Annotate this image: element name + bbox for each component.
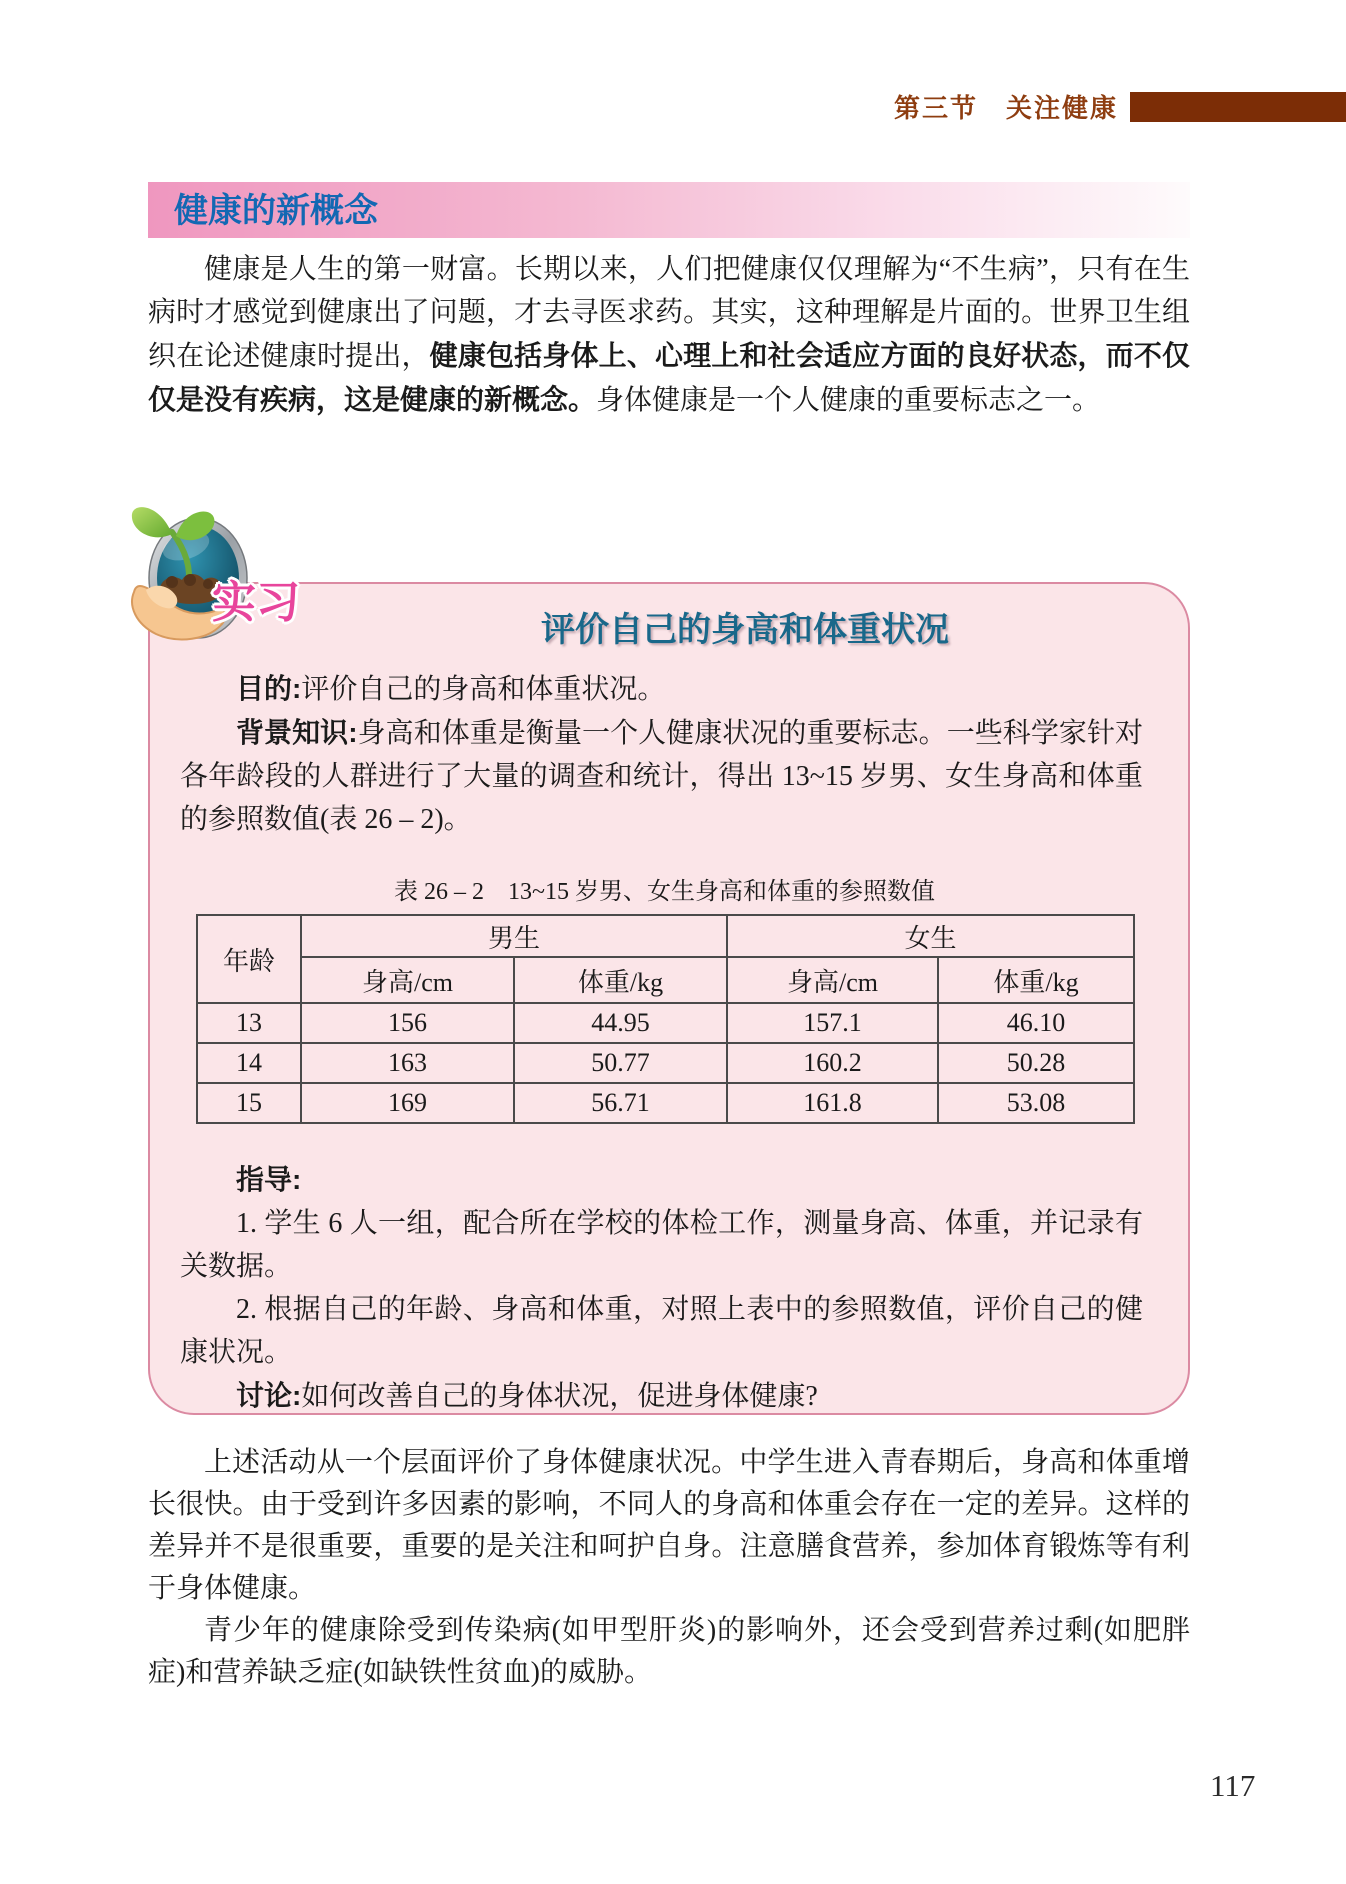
cell-age: 15 [197,1083,301,1123]
table-group-header-row [197,915,1134,957]
activity-title: 评价自己的身高和体重状况 [541,612,949,649]
header-male-weight: 体重/kg [514,957,727,1003]
cell-female-height: 160.2 [727,1043,938,1083]
purpose-line [180,667,1143,711]
discussion-line [180,1374,1143,1418]
table-row [197,1043,1134,1083]
discussion-text: 如何改善自己的身体状况，促进身体健康? [301,1381,818,1412]
cell-male-height: 169 [301,1083,514,1123]
intro-text-regular: 身体健康是一个人健康的重要标志之一。 [596,385,1101,416]
cell-age: 13 [197,1003,301,1043]
background-paragraph [180,711,1143,841]
purpose-label: 目的: [236,673,302,704]
intro-paragraph [148,248,1190,422]
discussion-label: 讨论: [236,1380,302,1411]
guide-heading [180,1158,1143,1202]
table-row [197,1003,1134,1043]
header-age: 年龄 [197,915,301,1003]
closing-paragraphs [148,1442,1190,1694]
practice-badge-label: 实习 [212,578,300,627]
activity-box [148,582,1190,1415]
table-caption: 表 26 – 2 13~15 岁男、女生身高和体重的参照数值 [394,879,935,905]
header-bar-decoration [1130,92,1346,122]
header-female: 女生 [727,915,1134,957]
header-female-weight: 体重/kg [938,957,1134,1003]
intro-text-regular: 健康是人生的第一财富。长期以来，人们把健康仅仅理解为“不生病”，只有在生病时才感觉到健康出了问题，才去寻医求药。其实，这种理解是片面的。世界卫生组织在论述健康时提出， [148,254,1190,372]
purpose-text: 评价自己的身高和体重状况。 [301,674,666,705]
cell-male-weight: 56.71 [514,1083,727,1123]
cell-age: 14 [197,1043,301,1083]
header-male-height: 身高/cm [301,957,514,1003]
background-label: 背景知识: [236,717,358,748]
cell-female-weight: 50.28 [938,1043,1134,1083]
cell-female-height: 161.8 [727,1083,938,1123]
cell-female-weight: 53.08 [938,1083,1134,1123]
guide-step-1: 1. 学生 6 人一组，配合所在学校的体检工作，测量身高、体重，并记录有关数据。 [180,1208,1143,1282]
section-title-bar [148,182,1190,238]
closing-paragraph-2: 青少年的健康除受到传染病(如甲型肝炎)的影响外，还会受到营养过剩(如肥胖症)和营养缺乏症(如缺铁性贫血)的威胁。 [148,1615,1190,1688]
cell-female-height: 157.1 [727,1003,938,1043]
running-header-label: 第三节 关注健康 [893,93,1118,123]
page-title: 健康的新概念 [174,192,378,230]
closing-paragraph-1: 上述活动从一个层面评价了身体健康状况。中学生进入青春期后，身高和体重增长很快。由于受到许多因素的影响，不同人的身高和体重会存在一定的差异。这样的差异并不是很重要，重要的是关注和呵护自身。注意膳食营养，参加体育锻炼等有利于身体健康。 [148,1447,1190,1604]
cell-female-weight: 46.10 [938,1003,1134,1043]
background-text: 身高和体重是衡量一个人健康状况的重要标志。一些科学家针对各年龄段的人群进行了大量的调查和统计，得出 13~15 岁男、女生身高和体重的参照数值(表 26 – 2)。 [180,718,1143,835]
table-subheader-row [197,957,1134,1003]
header-male: 男生 [301,915,727,957]
reference-table [196,914,1135,1124]
page-number: 117 [1210,1768,1256,1803]
header-female-height: 身高/cm [727,957,938,1003]
cell-male-weight: 44.95 [514,1003,727,1043]
cell-male-height: 156 [301,1003,514,1043]
guide-step-2: 2. 根据自己的年龄、身高和体重，对照上表中的参照数值，评价自己的健康状况。 [180,1294,1143,1368]
guide-label: 指导: [236,1164,302,1195]
cell-male-height: 163 [301,1043,514,1083]
cell-male-weight: 50.77 [514,1043,727,1083]
intro-text-bold: 健康包括身体上、心理上和社会适应方面的良好状态，而不仅仅是没有疾病，这是健康的新概念。 [148,340,1190,415]
table-row [197,1083,1134,1123]
